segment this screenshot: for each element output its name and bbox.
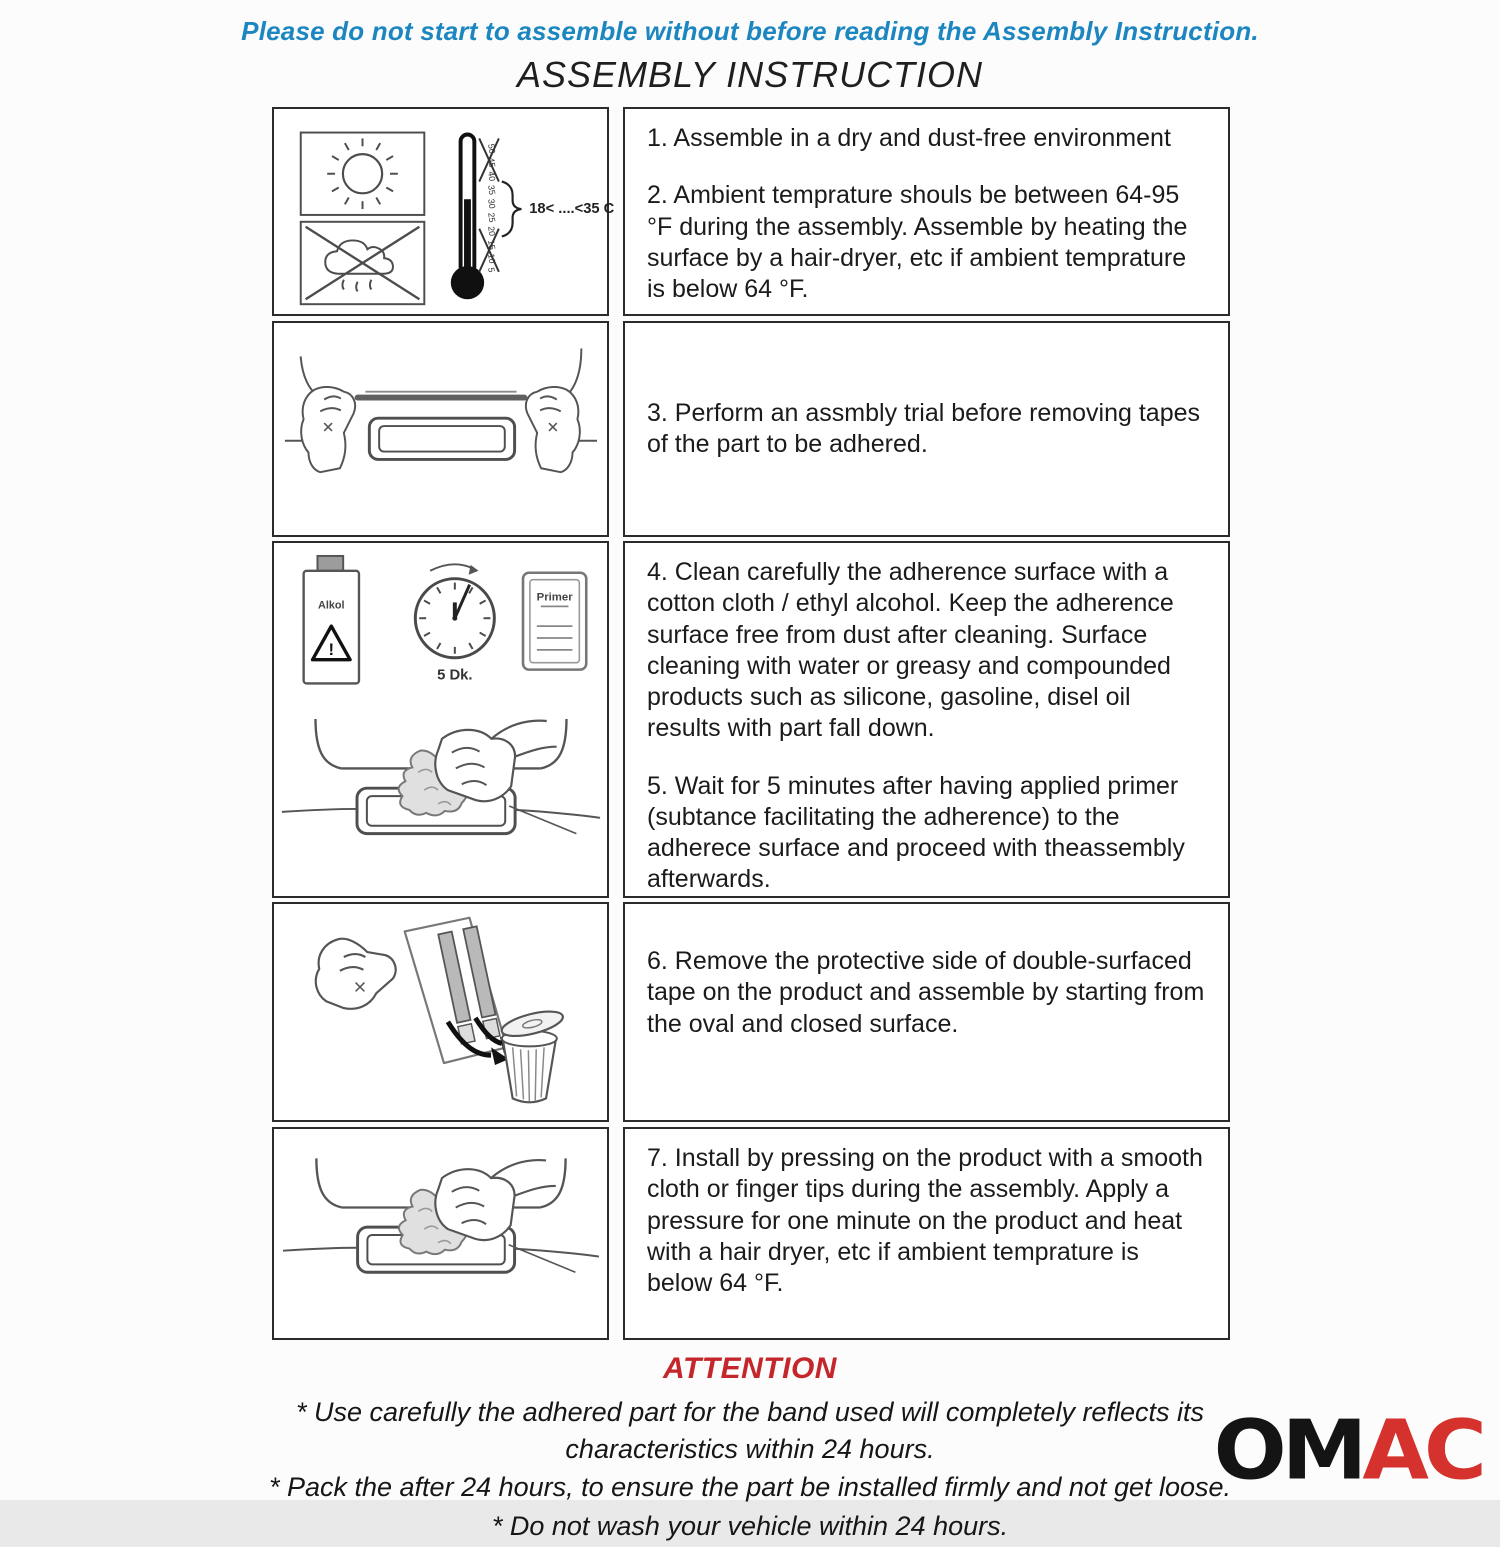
logo-red-letters: AC [1362, 1403, 1482, 1499]
alcohol-bottle-icon [304, 556, 359, 683]
step-text-1-2 [623, 107, 1230, 316]
page-title: ASSEMBLY INSTRUCTION [516, 54, 984, 95]
illustration-remove-tape [272, 902, 609, 1122]
step-row-5 [272, 1127, 1230, 1340]
logo-black-letters: OM [1213, 1403, 1363, 1499]
tape-strips [438, 926, 500, 1044]
attention-note-3: * Do not wash your vehicle within 24 hours. [491, 1511, 1009, 1542]
range-brace [502, 182, 522, 237]
step-row-4 [272, 902, 1230, 1122]
svg-text:30: 30 [486, 198, 498, 210]
hand-icon [435, 1169, 514, 1240]
svg-text:15: 15 [486, 239, 498, 251]
step-row-2 [272, 321, 1230, 537]
step-1-text: 1. Assemble in a dry and dust-free environment [647, 124, 1171, 152]
step-text-7 [623, 1127, 1230, 1340]
right-hand-icon [526, 387, 580, 472]
svg-text:10: 10 [486, 253, 498, 265]
hand-icon [316, 939, 396, 1009]
left-hand-icon [301, 387, 355, 472]
illustration-clean-and-prime [272, 541, 609, 898]
illustration-press-install [272, 1127, 609, 1340]
svg-text:40: 40 [486, 170, 498, 182]
svg-text:25: 25 [486, 211, 498, 223]
svg-text:20: 20 [486, 225, 498, 237]
svg-text:5 Dk.: 5 Dk. [437, 667, 473, 684]
step-4-text: 4. Clean carefully the adherence surface with a cotton cloth / ethyl alcohol. Keep the adherence surface free from dust after cleaning. Surface cleaning with water or greasy and compounded products such as silicone, gasoline, disel oil results with part fall down. [647, 558, 1174, 743]
svg-text:Primer: Primer [536, 591, 573, 604]
clock-icon [415, 564, 494, 683]
svg-text:50: 50 [486, 143, 498, 155]
pressing-scene [283, 1158, 599, 1272]
thermometer-icon [451, 135, 484, 300]
illustration-trial-fit [272, 321, 609, 537]
step-7-text: 7. Install by pressing on the product with a smooth cloth or finger tips during the assembly. Apply a pressure for one minute on the product and heat with a hair dryer, etc if ambient temprature is below 64 °F. [647, 1144, 1203, 1297]
attention-note-1: * Use carefully the adhered part for the band used will completely reflects its characteristics within 24 hours. [296, 1397, 1204, 1464]
step-row-3 [272, 541, 1230, 898]
attention-notes [260, 1394, 1240, 1545]
svg-text:!: ! [328, 639, 335, 659]
primer-card-icon [523, 573, 586, 670]
temperature-range-label: 18< ....<35 C [529, 200, 615, 217]
svg-text:5: 5 [486, 266, 497, 274]
step-2-text: 2. Ambient temprature shouls be between 64-95 °F during the assembly. Assemble by heating the surface by a hair-dryer, etc if ambient temprature is below 64 °F. [647, 181, 1188, 303]
trash-bin-icon [499, 1007, 565, 1103]
no-rain-icon [306, 227, 420, 300]
step-text-4-5 [623, 541, 1230, 898]
step-6-text: 6. Remove the protective side of double-surfaced tape on the product and assemble by starting from the oval and closed surface. [647, 947, 1205, 1038]
clean-and-prime-drawing [274, 543, 607, 896]
plate-recess-inner [379, 426, 505, 452]
press-install-drawing [274, 1129, 607, 1338]
remove-tape-drawing [274, 904, 607, 1120]
step-text-3 [623, 321, 1230, 537]
climate-thermometer-drawing [274, 109, 615, 314]
wiping-scene [282, 719, 600, 834]
step-row-1 [272, 107, 1230, 316]
step-5-text: 5. Wait for 5 minutes after having applied primer (subtance facilitating the adherence) to the adherece surface and proceed with theassembly afterwards. [647, 771, 1185, 894]
hand-icon [435, 730, 515, 801]
sun-icon [327, 138, 398, 209]
svg-text:45: 45 [486, 156, 498, 169]
omac-logo [1213, 1403, 1482, 1499]
illustration-climate-thermometer [272, 107, 615, 316]
top-notice: Please do not start to assemble without before reading the Assembly Instruction. [241, 16, 1259, 46]
svg-text:Alkol: Alkol [318, 599, 345, 612]
trial-fit-drawing [274, 323, 607, 535]
step-text-6 [623, 902, 1230, 1122]
step-3-text: 3. Perform an assmbly trial before removing tapes of the part to be adhered. [647, 398, 1201, 458]
svg-text:35: 35 [486, 184, 498, 196]
attention-heading: ATTENTION [663, 1352, 837, 1385]
attention-note-2: * Pack the after 24 hours, to ensure the part be installed firmly and not get loose. [268, 1472, 1232, 1503]
